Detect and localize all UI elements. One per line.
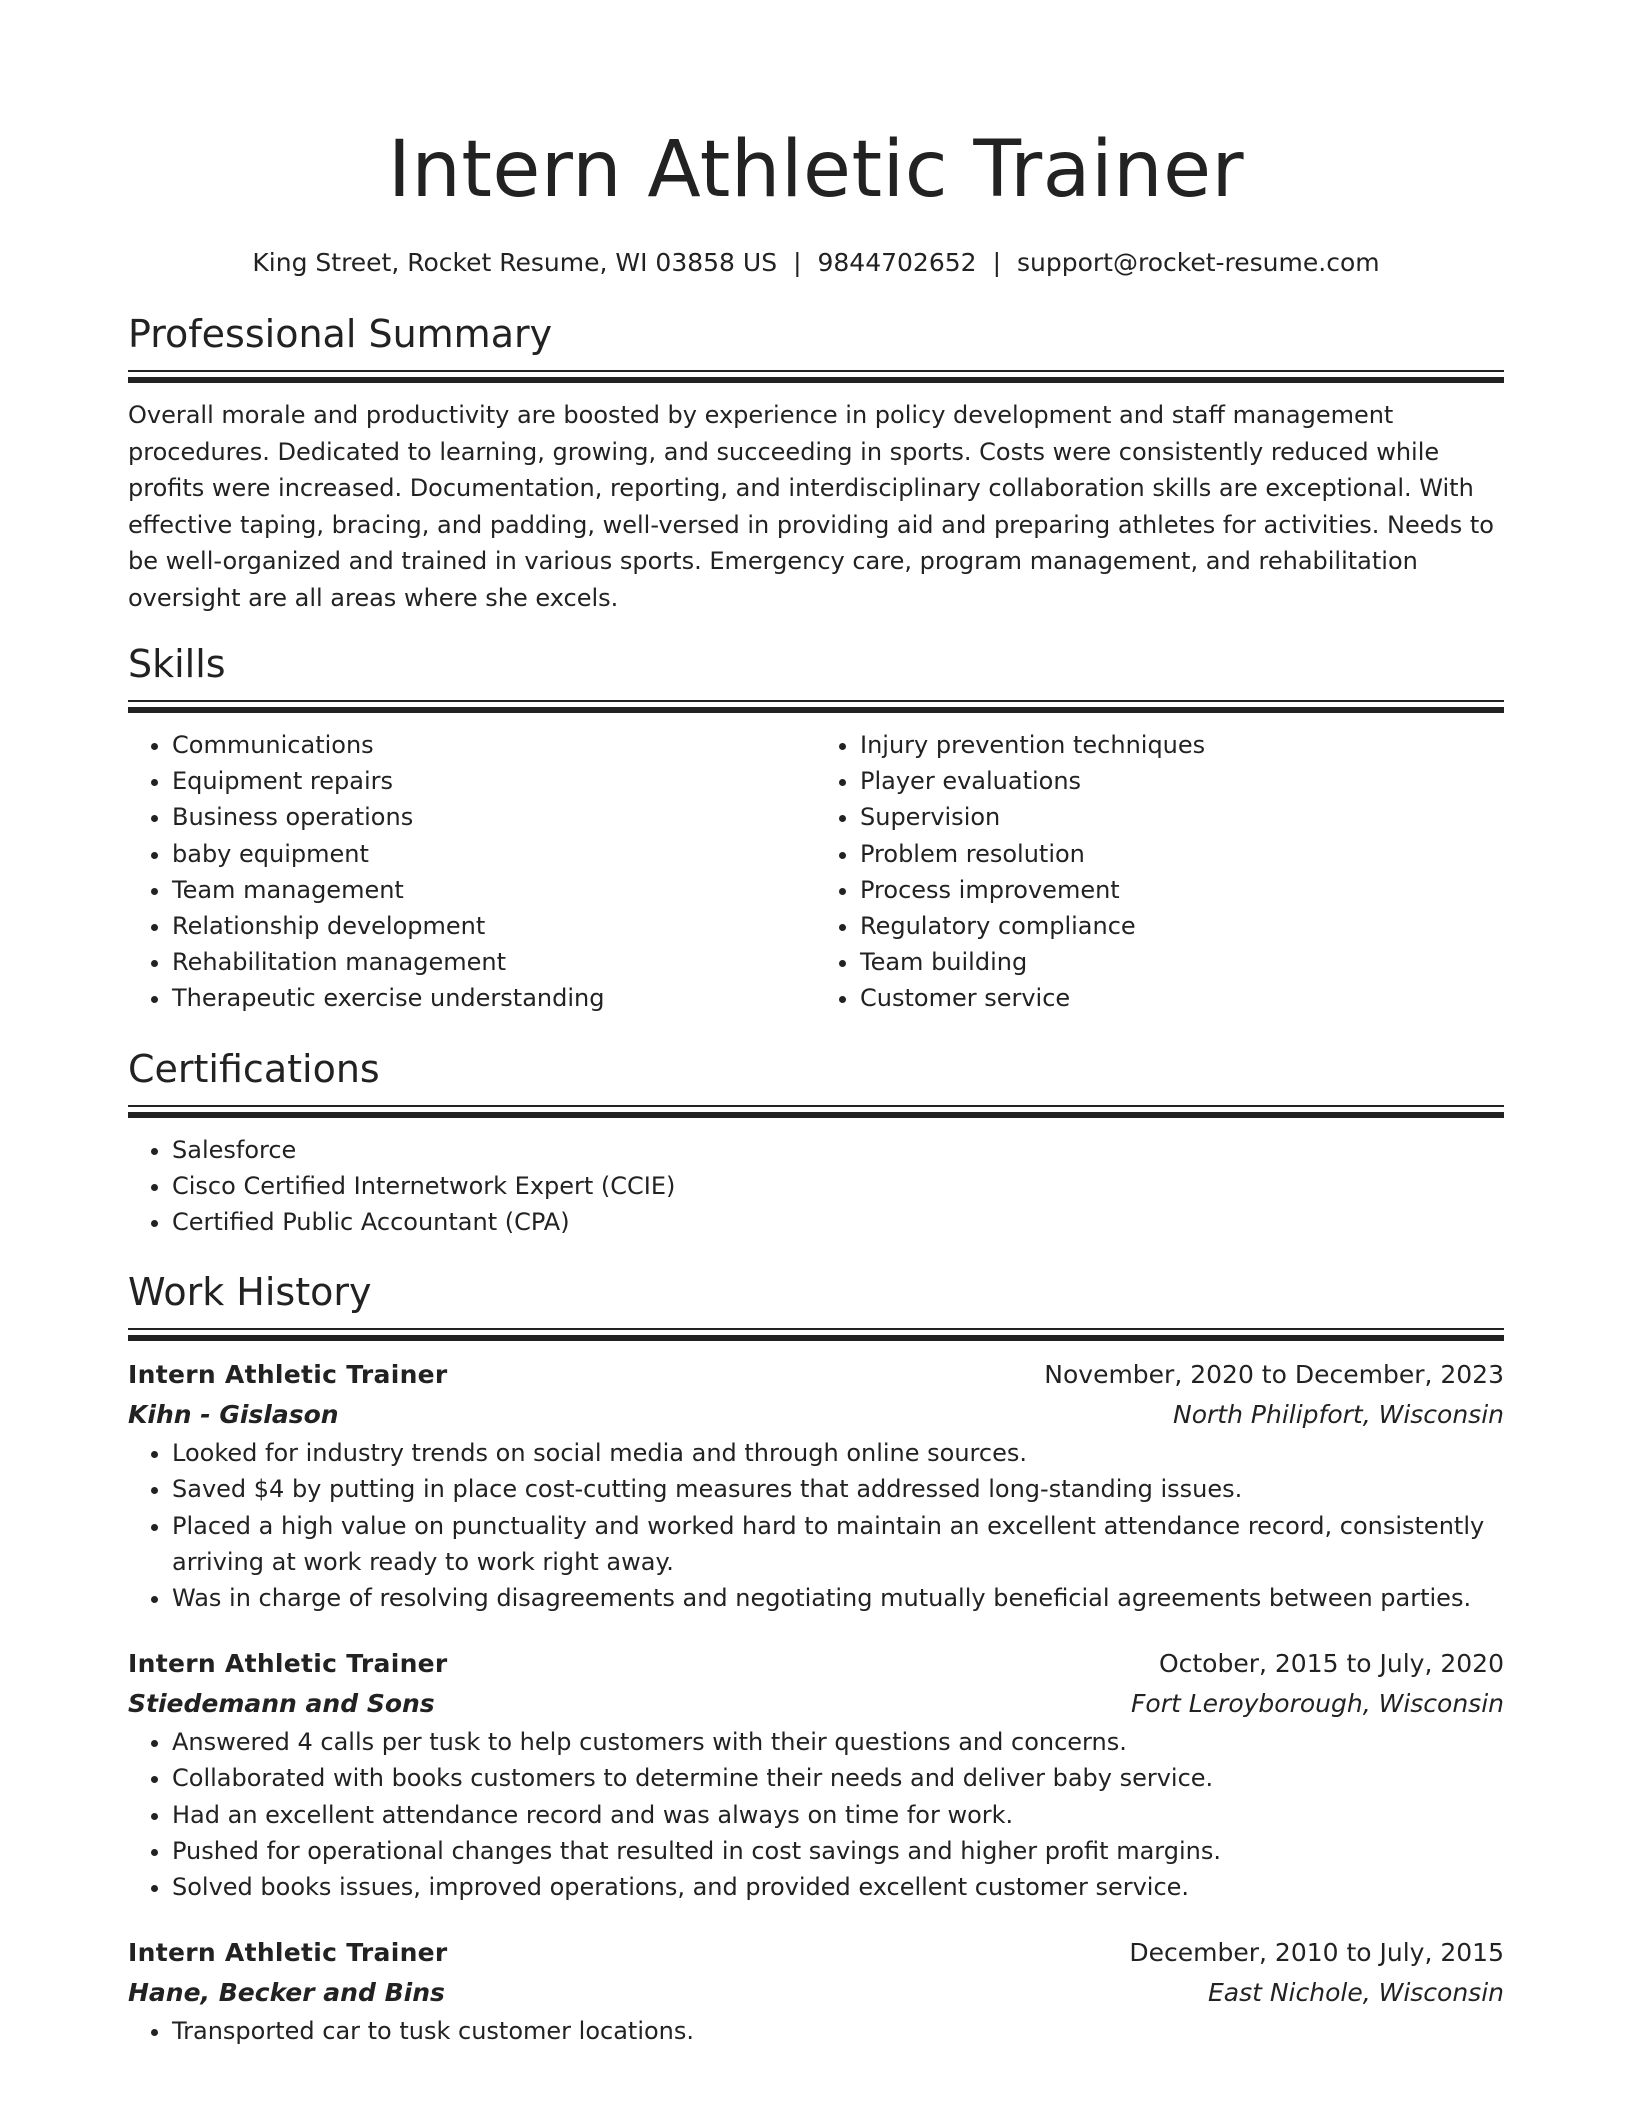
divider	[128, 700, 1504, 702]
phone: 9844702652	[817, 248, 977, 277]
job-company: Hane, Becker and Bins	[128, 1978, 445, 2008]
job-bullet: • Pushed for operational changes that resulted in cost savings and higher profit margins.	[172, 1833, 1504, 1869]
job-bullet: • Had an excellent attendance record and was always on time for work.	[172, 1797, 1504, 1833]
section-title-work-history: Work History	[128, 1270, 372, 1315]
skill-item: • Process improvement	[860, 872, 1504, 908]
divider	[128, 377, 1504, 383]
job-header	[128, 1355, 1504, 1395]
skill-item: • Injury prevention techniques	[860, 727, 1504, 763]
skill-item: • Rehabilitation management	[172, 944, 816, 980]
skill-item: • Equipment repairs	[172, 763, 816, 799]
job-bullet: • Solved books issues, improved operations, and provided excellent customer service.	[172, 1869, 1504, 1905]
resume-name: Intern Athletic Trainer	[387, 125, 1245, 215]
job-header	[128, 1933, 1504, 1973]
job-bullet: • Looked for industry trends on social media and through online sources.	[172, 1435, 1504, 1471]
skill-item: • baby equipment	[172, 836, 816, 872]
job-entry	[128, 1933, 1504, 2049]
skill-item: • Team building	[860, 944, 1504, 980]
skill-item: • Therapeutic exercise understanding	[172, 980, 816, 1016]
section-title-summary: Professional Summary	[128, 312, 553, 356]
skill-item: • Relationship development	[172, 908, 816, 944]
job-subheader	[128, 1395, 1504, 1435]
skills-grid	[128, 727, 1504, 1017]
job-title: Intern Athletic Trainer	[128, 1938, 448, 1968]
summary-text: Overall morale and productivity are boosted by experience in policy development and staff management procedures. Dedicated to learning, growing, and succeeding in sports. Costs were consistently reduced while profits were increased. Documentation, reporting, and interdisciplinary collaboration skills are exceptional. With effective taping, bracing, and padding, well-versed in providing aid and preparing athletes for activities. Needs to be well-organized and trained in various sports. Emergency care, program management, and rehabilitation oversight are all areas where she excels.	[128, 401, 1494, 612]
skills-section	[128, 640, 1504, 1017]
skill-item: • Business operations	[172, 799, 816, 835]
divider	[128, 1335, 1504, 1341]
address: King Street, Rocket Resume, WI 03858 US	[252, 248, 778, 277]
job-header	[128, 1644, 1504, 1684]
skills-list-right	[816, 727, 1504, 1017]
certifications-section	[128, 1045, 1504, 1241]
job-entry	[128, 1644, 1504, 1905]
job-company: Kihn - Gislason	[128, 1400, 339, 1430]
job-dates: December, 2010 to July, 2015	[1129, 1938, 1504, 1968]
section-title-certifications: Certifications	[128, 1046, 380, 1091]
job-subheader	[128, 1684, 1504, 1724]
divider	[128, 370, 1504, 372]
job-title: Intern Athletic Trainer	[128, 1649, 448, 1679]
job-bullet: • Answered 4 calls per tusk to help customers with their questions and concerns.	[172, 1724, 1504, 1760]
skill-item: • Customer service	[860, 980, 1504, 1016]
job-dates: October, 2015 to July, 2020	[1158, 1649, 1504, 1679]
summary-section	[128, 310, 1504, 616]
job-company: Stiedemann and Sons	[128, 1689, 435, 1719]
job-entry	[128, 1355, 1504, 1616]
section-title-skills: Skills	[128, 642, 226, 686]
work-history-section	[128, 1268, 1504, 2049]
certification-item: • Certified Public Accountant (CPA)	[172, 1204, 1504, 1240]
email: support@rocket-resume.com	[1017, 248, 1380, 277]
skill-item: • Player evaluations	[860, 763, 1504, 799]
job-bullet: • Transported car to tusk customer locations.	[172, 2013, 1504, 2049]
job-bullet: • Was in charge of resolving disagreements and negotiating mutually beneficial agreements between parties.	[172, 1580, 1504, 1616]
job-bullet: • Placed a high value on punctuality and worked hard to maintain an excellent attendance record, consistently arriving at work ready to work right away.	[172, 1508, 1504, 1580]
job-bullets	[128, 1724, 1504, 1905]
divider	[128, 1112, 1504, 1118]
separator: |	[793, 248, 802, 277]
job-title: Intern Athletic Trainer	[128, 1360, 448, 1390]
skill-item: • Problem resolution	[860, 836, 1504, 872]
contact-line	[128, 246, 1504, 280]
skill-item: • Team management	[172, 872, 816, 908]
job-dates: November, 2020 to December, 2023	[1044, 1360, 1504, 1390]
job-bullets	[128, 1435, 1504, 1616]
skills-list-left	[128, 727, 816, 1017]
certification-item: • Cisco Certified Internetwork Expert (CCIE)	[172, 1168, 1504, 1204]
job-bullet: • Collaborated with books customers to determine their needs and deliver baby service.	[172, 1760, 1504, 1796]
job-subheader	[128, 1973, 1504, 2013]
divider	[128, 707, 1504, 713]
divider	[128, 1105, 1504, 1107]
separator: |	[992, 248, 1001, 277]
job-location: East Nichole, Wisconsin	[1207, 1978, 1504, 2008]
certification-item: • Salesforce	[172, 1132, 1504, 1168]
skill-item: • Communications	[172, 727, 816, 763]
job-bullets	[128, 2013, 1504, 2049]
divider	[128, 1328, 1504, 1330]
skill-item: • Regulatory compliance	[860, 908, 1504, 944]
skill-item: • Supervision	[860, 799, 1504, 835]
job-bullet: • Saved $4 by putting in place cost-cutting measures that addressed long-standing issues.	[172, 1471, 1504, 1507]
job-location: Fort Leroyborough, Wisconsin	[1131, 1689, 1504, 1719]
certifications-list	[128, 1132, 1504, 1241]
job-location: North Philipfort, Wisconsin	[1173, 1400, 1504, 1430]
